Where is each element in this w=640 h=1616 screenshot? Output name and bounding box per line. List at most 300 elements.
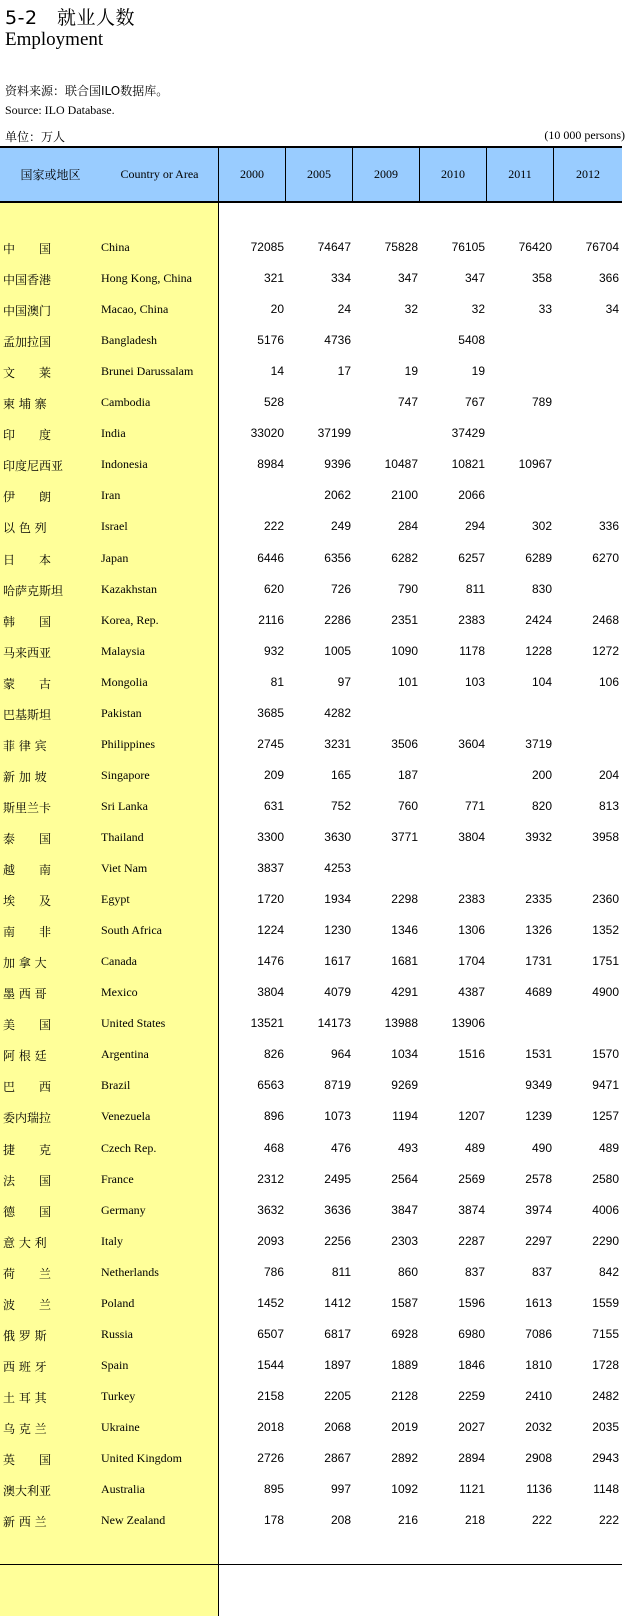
value-cell: 3632 bbox=[257, 1202, 284, 1217]
value-cell: 336 bbox=[598, 519, 619, 534]
value-cell: 3636 bbox=[324, 1202, 351, 1217]
value-cell: 2286 bbox=[324, 612, 351, 627]
source-note-cn: 资料来源：联合国ILO数据库。 bbox=[5, 84, 169, 98]
country-name-cn: 巴 西 bbox=[3, 1080, 52, 1095]
country-name-cn: 加 拿 大 bbox=[3, 956, 47, 971]
table-row bbox=[0, 1168, 624, 1192]
value-cell: 760 bbox=[397, 798, 418, 813]
value-cell: 1346 bbox=[391, 923, 418, 938]
country-name-cn: 越 南 bbox=[3, 863, 52, 877]
value-cell: 1092 bbox=[391, 1482, 418, 1496]
value-cell: 2287 bbox=[458, 1233, 485, 1248]
country-name-cn: 印度尼西亚 bbox=[3, 459, 64, 474]
value-cell: 20 bbox=[270, 302, 284, 317]
value-cell: 222 bbox=[598, 1513, 619, 1527]
value-cell: 2298 bbox=[391, 892, 418, 907]
table-row bbox=[0, 1354, 624, 1378]
value-cell: 3771 bbox=[391, 830, 418, 844]
value-cell: 6980 bbox=[458, 1326, 485, 1341]
value-cell: 2892 bbox=[391, 1451, 418, 1465]
value-cell: 1352 bbox=[592, 923, 619, 938]
country-name-en: Indonesia bbox=[101, 457, 148, 472]
value-cell: 3974 bbox=[525, 1202, 552, 1217]
country-name-en: Japan bbox=[101, 550, 129, 565]
country-name-en: Mongolia bbox=[101, 674, 148, 689]
unit-label-en: (10 000 persons) bbox=[544, 128, 625, 142]
value-cell: 2068 bbox=[324, 1419, 351, 1434]
table-row bbox=[0, 422, 624, 446]
value-cell: 75828 bbox=[384, 240, 418, 254]
country-name-en: Sri Lanka bbox=[101, 798, 148, 813]
country-name-cn: 日 本 bbox=[3, 552, 52, 567]
value-cell: 37199 bbox=[317, 426, 351, 441]
value-cell: 1587 bbox=[391, 1295, 418, 1310]
employment-table bbox=[0, 146, 624, 1616]
value-cell: 3506 bbox=[391, 736, 418, 751]
table-header bbox=[0, 146, 622, 203]
country-name-en: Brazil bbox=[101, 1078, 131, 1093]
country-name-en: New Zealand bbox=[101, 1513, 166, 1527]
value-cell: 2303 bbox=[391, 1233, 418, 1248]
value-cell: 3837 bbox=[257, 861, 284, 875]
value-cell: 1810 bbox=[525, 1357, 552, 1372]
country-name-en: Italy bbox=[101, 1233, 123, 1248]
value-cell: 1613 bbox=[525, 1295, 552, 1310]
value-cell: 2158 bbox=[257, 1388, 284, 1403]
value-cell: 13521 bbox=[250, 1016, 284, 1031]
table-row bbox=[0, 981, 624, 1005]
value-cell: 2745 bbox=[257, 736, 284, 751]
value-cell: 811 bbox=[465, 581, 485, 596]
value-cell: 1034 bbox=[391, 1047, 418, 1062]
value-cell: 489 bbox=[464, 1140, 485, 1155]
value-cell: 964 bbox=[330, 1047, 351, 1062]
table-row bbox=[0, 1105, 624, 1129]
value-cell: 6270 bbox=[592, 550, 619, 565]
table-row bbox=[0, 733, 624, 757]
value-cell: 1846 bbox=[458, 1357, 485, 1372]
country-name-en: Hong Kong, China bbox=[101, 271, 192, 285]
value-cell: 103 bbox=[464, 674, 485, 689]
table-row bbox=[0, 795, 624, 819]
value-cell: 896 bbox=[263, 1109, 284, 1124]
value-cell: 2424 bbox=[525, 612, 552, 627]
value-cell: 860 bbox=[397, 1264, 418, 1279]
country-name-en: Turkey bbox=[101, 1388, 136, 1403]
table-row bbox=[0, 391, 624, 415]
value-cell: 302 bbox=[531, 519, 552, 534]
value-cell: 1452 bbox=[257, 1295, 284, 1310]
table-row bbox=[0, 236, 624, 260]
value-cell: 2569 bbox=[458, 1171, 485, 1186]
country-name-cn: 韩 国 bbox=[3, 614, 52, 629]
value-cell: 2116 bbox=[258, 612, 284, 627]
value-cell: 1228 bbox=[525, 643, 552, 658]
table-row bbox=[0, 1012, 624, 1036]
value-cell: 2580 bbox=[592, 1171, 619, 1186]
value-cell: 366 bbox=[598, 271, 619, 285]
value-cell: 187 bbox=[397, 767, 418, 782]
value-cell: 789 bbox=[531, 395, 552, 410]
value-cell: 1326 bbox=[525, 923, 552, 938]
value-cell: 34 bbox=[605, 302, 619, 317]
value-cell: 790 bbox=[397, 581, 418, 596]
value-cell: 1596 bbox=[458, 1295, 485, 1310]
value-cell: 2019 bbox=[391, 1419, 418, 1434]
value-cell: 13988 bbox=[384, 1016, 418, 1031]
value-cell: 7155 bbox=[592, 1326, 619, 1341]
table-row bbox=[0, 1292, 624, 1316]
table-row bbox=[0, 1043, 624, 1067]
value-cell: 1178 bbox=[459, 643, 485, 658]
country-name-cn: 新 加 坡 bbox=[3, 769, 47, 784]
value-cell: 2943 bbox=[592, 1451, 619, 1465]
country-name-cn: 柬 埔 寨 bbox=[3, 397, 47, 412]
country-name-cn: 法 国 bbox=[3, 1173, 52, 1188]
country-name-cn: 南 非 bbox=[3, 925, 52, 940]
value-cell: 771 bbox=[464, 798, 485, 813]
country-name-en: India bbox=[101, 426, 126, 441]
value-cell: 10821 bbox=[451, 457, 485, 472]
value-cell: 2205 bbox=[324, 1388, 351, 1403]
country-name-en: Ukraine bbox=[101, 1419, 140, 1434]
value-cell: 1194 bbox=[392, 1109, 418, 1124]
country-name-en: Singapore bbox=[101, 767, 150, 782]
country-name-cn: 马来西亚 bbox=[3, 645, 52, 660]
value-cell: 2128 bbox=[391, 1388, 418, 1403]
value-cell: 2035 bbox=[592, 1419, 619, 1434]
country-name-cn: 波 兰 bbox=[3, 1297, 52, 1312]
country-name-en: Thailand bbox=[101, 830, 144, 844]
country-name-cn: 中国香港 bbox=[3, 273, 52, 287]
value-cell: 820 bbox=[531, 798, 552, 813]
value-cell: 2383 bbox=[458, 892, 485, 907]
header-year: 2010 bbox=[420, 148, 487, 201]
country-name-cn: 伊 朗 bbox=[3, 490, 52, 505]
value-cell: 209 bbox=[263, 767, 284, 782]
table-bottom-rule bbox=[0, 1564, 622, 1565]
value-cell: 2468 bbox=[592, 612, 619, 627]
value-cell: 786 bbox=[263, 1264, 284, 1279]
table-row bbox=[0, 547, 624, 571]
value-cell: 895 bbox=[263, 1482, 284, 1496]
country-name-en: Argentina bbox=[101, 1047, 149, 1062]
value-cell: 294 bbox=[464, 519, 485, 534]
country-name-en: Spain bbox=[101, 1357, 129, 1372]
value-cell: 6928 bbox=[391, 1326, 418, 1341]
table-row bbox=[0, 609, 624, 633]
value-cell: 4900 bbox=[592, 985, 619, 1000]
value-cell: 218 bbox=[464, 1513, 485, 1527]
table-row bbox=[0, 1199, 624, 1223]
country-name-en: Pakistan bbox=[101, 705, 142, 720]
value-cell: 4079 bbox=[324, 985, 351, 1000]
country-name-cn: 阿 根 廷 bbox=[3, 1049, 47, 1064]
value-cell: 13906 bbox=[451, 1016, 485, 1031]
table-row bbox=[0, 1478, 624, 1502]
value-cell: 9396 bbox=[324, 457, 351, 472]
value-cell: 347 bbox=[464, 271, 485, 285]
table-row bbox=[0, 1261, 624, 1285]
value-cell: 76704 bbox=[585, 240, 619, 254]
country-name-en: Mexico bbox=[101, 985, 138, 1000]
value-cell: 1306 bbox=[458, 923, 485, 938]
value-cell: 726 bbox=[330, 581, 351, 596]
value-cell: 1531 bbox=[525, 1047, 552, 1062]
value-cell: 4736 bbox=[324, 333, 351, 348]
table-row bbox=[0, 888, 624, 912]
value-cell: 1889 bbox=[391, 1357, 418, 1372]
value-cell: 4282 bbox=[324, 705, 351, 720]
value-cell: 6507 bbox=[257, 1326, 284, 1341]
value-cell: 1136 bbox=[526, 1482, 552, 1496]
unit-label-cn: 单位：万人 bbox=[5, 130, 66, 144]
value-cell: 1073 bbox=[324, 1109, 351, 1124]
value-cell: 2062 bbox=[324, 488, 351, 503]
value-cell: 3804 bbox=[458, 830, 485, 844]
header-year: 2005 bbox=[286, 148, 353, 201]
country-name-en: Brunei Darussalam bbox=[101, 364, 194, 379]
value-cell: 72085 bbox=[250, 240, 284, 254]
value-cell: 1897 bbox=[324, 1357, 351, 1372]
value-cell: 2867 bbox=[324, 1451, 351, 1465]
value-cell: 2290 bbox=[592, 1233, 619, 1248]
country-name-cn: 澳大利亚 bbox=[3, 1484, 52, 1498]
value-cell: 106 bbox=[598, 674, 619, 689]
value-cell: 1090 bbox=[391, 643, 418, 658]
country-name-cn: 乌 克 兰 bbox=[3, 1421, 47, 1436]
table-row bbox=[0, 298, 624, 322]
value-cell: 2297 bbox=[525, 1233, 552, 1248]
value-cell: 321 bbox=[263, 271, 284, 285]
value-cell: 1121 bbox=[459, 1482, 485, 1496]
value-cell: 6289 bbox=[525, 550, 552, 565]
table-row bbox=[0, 1509, 624, 1533]
value-cell: 334 bbox=[330, 271, 351, 285]
table-row bbox=[0, 360, 624, 384]
value-cell: 2726 bbox=[257, 1451, 284, 1465]
value-cell: 76105 bbox=[451, 240, 485, 254]
value-cell: 4006 bbox=[592, 1202, 619, 1217]
value-cell: 32 bbox=[404, 302, 418, 317]
country-name-cn: 德 国 bbox=[3, 1204, 52, 1219]
country-name-cn: 俄 罗 斯 bbox=[3, 1328, 47, 1343]
country-name-en: Kazakhstan bbox=[101, 581, 157, 596]
value-cell: 165 bbox=[330, 767, 351, 782]
country-name-cn: 泰 国 bbox=[3, 832, 52, 846]
value-cell: 6817 bbox=[324, 1326, 351, 1341]
country-name-cn: 土 耳 其 bbox=[3, 1390, 47, 1405]
header-year: 2000 bbox=[219, 148, 286, 201]
value-cell: 3630 bbox=[324, 830, 351, 844]
value-cell: 2335 bbox=[525, 892, 552, 907]
value-cell: 811 bbox=[331, 1264, 351, 1279]
value-cell: 222 bbox=[531, 1513, 552, 1527]
country-name-en: Korea, Rep. bbox=[101, 612, 159, 627]
value-cell: 216 bbox=[397, 1513, 418, 1527]
value-cell: 5176 bbox=[257, 333, 284, 348]
value-cell: 2482 bbox=[592, 1388, 619, 1403]
value-cell: 2383 bbox=[458, 612, 485, 627]
country-name-cn: 荷 兰 bbox=[3, 1266, 52, 1281]
table-row bbox=[0, 515, 624, 539]
value-cell: 104 bbox=[531, 674, 552, 689]
country-name-cn: 墨 西 哥 bbox=[3, 987, 47, 1002]
value-cell: 1728 bbox=[592, 1357, 619, 1372]
value-cell: 2027 bbox=[458, 1419, 485, 1434]
value-cell: 7086 bbox=[525, 1326, 552, 1341]
country-name-cn: 中国澳门 bbox=[3, 304, 52, 319]
value-cell: 620 bbox=[263, 581, 284, 596]
value-cell: 1148 bbox=[593, 1482, 619, 1496]
country-name-en: Poland bbox=[101, 1295, 135, 1310]
value-cell: 4387 bbox=[458, 985, 485, 1000]
value-cell: 2100 bbox=[391, 488, 418, 503]
country-name-cn: 巴基斯坦 bbox=[3, 707, 52, 722]
country-name-cn: 中 国 bbox=[3, 242, 52, 256]
country-name-cn: 美 国 bbox=[3, 1018, 52, 1033]
value-cell: 1272 bbox=[592, 643, 619, 658]
value-cell: 204 bbox=[598, 767, 619, 782]
table-row bbox=[0, 1074, 624, 1098]
country-name-cn: 孟加拉国 bbox=[3, 335, 52, 350]
value-cell: 837 bbox=[531, 1264, 552, 1279]
value-cell: 9269 bbox=[391, 1078, 418, 1093]
value-cell: 997 bbox=[330, 1482, 351, 1496]
value-cell: 2032 bbox=[525, 1419, 552, 1434]
country-name-en: Russia bbox=[101, 1326, 134, 1341]
country-name-en: Malaysia bbox=[101, 643, 145, 658]
value-cell: 1559 bbox=[592, 1295, 619, 1310]
value-cell: 3231 bbox=[324, 736, 351, 751]
source-note-en: Source: ILO Database. bbox=[5, 103, 115, 117]
value-cell: 631 bbox=[263, 798, 284, 813]
value-cell: 493 bbox=[397, 1140, 418, 1155]
country-name-en: Israel bbox=[101, 519, 128, 534]
table-row bbox=[0, 1385, 624, 1409]
country-name-en: China bbox=[101, 240, 130, 254]
country-name-en: Philippines bbox=[101, 736, 156, 751]
value-cell: 208 bbox=[330, 1513, 351, 1527]
value-cell: 81 bbox=[270, 674, 284, 689]
value-cell: 1720 bbox=[257, 892, 284, 907]
header-year: 2011 bbox=[487, 148, 554, 201]
value-cell: 24 bbox=[337, 302, 351, 317]
value-cell: 1239 bbox=[525, 1109, 552, 1124]
value-cell: 6282 bbox=[391, 550, 418, 565]
header-country-cn: 国家或地区 bbox=[20, 168, 81, 182]
country-name-cn: 埃 及 bbox=[3, 894, 52, 909]
table-row bbox=[0, 919, 624, 943]
value-cell: 8719 bbox=[324, 1078, 351, 1093]
country-name-cn: 哈萨克斯坦 bbox=[3, 583, 64, 598]
value-cell: 1934 bbox=[324, 892, 351, 907]
value-cell: 358 bbox=[531, 271, 552, 285]
table-row bbox=[0, 1137, 624, 1161]
page-title-cn: 5-2 就业人数 bbox=[5, 7, 136, 29]
value-cell: 2312 bbox=[257, 1171, 284, 1186]
value-cell: 37429 bbox=[451, 426, 485, 441]
country-name-cn: 斯里兰卡 bbox=[3, 800, 52, 815]
value-cell: 2564 bbox=[391, 1171, 418, 1186]
value-cell: 178 bbox=[263, 1513, 284, 1527]
value-cell: 1005 bbox=[324, 643, 351, 658]
value-cell: 1257 bbox=[592, 1109, 619, 1124]
country-name-en: Canada bbox=[101, 954, 137, 969]
value-cell: 3685 bbox=[257, 705, 284, 720]
value-cell: 1516 bbox=[458, 1047, 485, 1062]
value-cell: 10967 bbox=[518, 457, 552, 472]
value-cell: 2256 bbox=[324, 1233, 351, 1248]
value-cell: 842 bbox=[598, 1264, 619, 1279]
country-name-en: Iran bbox=[101, 488, 121, 503]
header-year: 2012 bbox=[576, 167, 600, 181]
table-row bbox=[0, 857, 624, 881]
country-name-en: Germany bbox=[101, 1202, 146, 1217]
country-name-en: Egypt bbox=[101, 892, 130, 907]
value-cell: 19 bbox=[471, 364, 485, 379]
country-name-en: Australia bbox=[101, 1482, 145, 1496]
country-name-en: Macao, China bbox=[101, 302, 169, 317]
value-cell: 528 bbox=[263, 395, 284, 410]
country-name-cn: 菲 律 宾 bbox=[3, 738, 47, 753]
value-cell: 284 bbox=[397, 519, 418, 534]
value-cell: 3604 bbox=[458, 736, 485, 751]
value-cell: 3874 bbox=[458, 1202, 485, 1217]
value-cell: 2259 bbox=[458, 1388, 485, 1403]
country-name-en: South Africa bbox=[101, 923, 162, 938]
value-cell: 1751 bbox=[592, 954, 619, 969]
value-cell: 33020 bbox=[250, 426, 284, 441]
country-name-en: Czech Rep. bbox=[101, 1140, 157, 1155]
value-cell: 3804 bbox=[257, 985, 284, 1000]
table-row bbox=[0, 826, 624, 850]
value-cell: 2351 bbox=[391, 612, 418, 627]
value-cell: 6257 bbox=[458, 550, 485, 565]
value-cell: 4689 bbox=[525, 985, 552, 1000]
value-cell: 1230 bbox=[324, 923, 351, 938]
country-name-cn: 印 度 bbox=[3, 428, 52, 443]
value-cell: 6563 bbox=[257, 1078, 284, 1093]
country-name-en: Cambodia bbox=[101, 395, 151, 410]
value-cell: 2495 bbox=[324, 1171, 351, 1186]
country-name-en: France bbox=[101, 1171, 134, 1186]
value-cell: 752 bbox=[330, 798, 351, 813]
table-row bbox=[0, 764, 624, 788]
table-row bbox=[0, 640, 624, 664]
value-cell: 5408 bbox=[458, 333, 485, 348]
value-cell: 222 bbox=[263, 519, 284, 534]
value-cell: 347 bbox=[397, 271, 418, 285]
country-name-en: United Kingdom bbox=[101, 1451, 182, 1465]
value-cell: 32 bbox=[471, 302, 485, 317]
value-cell: 2066 bbox=[458, 488, 485, 503]
table-row bbox=[0, 1416, 624, 1440]
value-cell: 1681 bbox=[391, 954, 418, 969]
table-row bbox=[0, 1447, 624, 1471]
value-cell: 747 bbox=[397, 395, 418, 410]
country-name-cn: 蒙 古 bbox=[3, 676, 52, 691]
value-cell: 200 bbox=[531, 767, 552, 782]
table-row bbox=[0, 671, 624, 695]
table-row bbox=[0, 950, 624, 974]
value-cell: 3958 bbox=[592, 830, 619, 844]
value-cell: 101 bbox=[397, 674, 418, 689]
value-cell: 10487 bbox=[384, 457, 418, 472]
value-cell: 19 bbox=[404, 364, 418, 379]
value-cell: 468 bbox=[263, 1140, 284, 1155]
value-cell: 6446 bbox=[257, 550, 284, 565]
